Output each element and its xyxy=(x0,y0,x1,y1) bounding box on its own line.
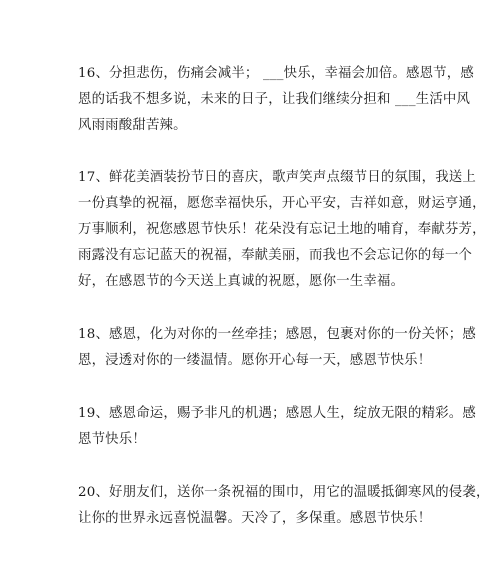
text-line: 恩，浸透对你的一缕温情。愿你开心每一天，感恩节快乐！ xyxy=(78,353,432,368)
text-line: 16、分担悲伤，伤痛会减半； ___快乐，幸福会加倍。感恩节，感 xyxy=(78,66,474,81)
text-line: 18、感恩，化为对你的一丝牵挂；感恩，包裹对你的一份关怀；感 xyxy=(78,327,476,342)
text-line: 好，在感恩节的今天送上真诚的祝愿，愿你一生幸福。 xyxy=(78,274,405,289)
text-line: 一份真挚的祝福，愿您幸福快乐，开心平安，吉祥如意，财运亨通， xyxy=(78,196,486,211)
text-line: 19、感恩命运，赐予非凡的机遇；感恩人生，绽放无限的精彩。感 xyxy=(78,406,476,421)
text-line: 风雨雨酸甜苦辣。 xyxy=(78,118,187,133)
text-line: 雨露没有忘记蓝天的祝福，奉献美丽，而我也不会忘记你的每一个 xyxy=(78,248,473,263)
paragraph-18 xyxy=(78,322,476,374)
paragraph-16 xyxy=(78,61,474,139)
text-line: 让你的世界永远喜悦温馨。天冷了，多保重。感恩节快乐！ xyxy=(78,511,432,526)
text-line: 万事顺利，祝您感恩节快乐！花朵没有忘记土地的哺育，奉献芬芳， xyxy=(78,222,486,237)
paragraph-19 xyxy=(78,401,476,453)
paragraph-20 xyxy=(78,480,490,532)
paragraph-17 xyxy=(78,165,486,295)
text-line: 20、好朋友们，送你一条祝福的围巾，用它的温暖抵御寒风的侵袭， xyxy=(78,485,490,500)
text-line: 恩的话我不想多说，未来的日子，让我们继续分担和 ___生活中风 xyxy=(78,92,471,107)
text-line: 17、鲜花美酒装扮节日的喜庆，歌声笑声点缀节日的氛围，我送上 xyxy=(78,170,476,185)
text-line: 恩节快乐！ xyxy=(78,432,146,447)
